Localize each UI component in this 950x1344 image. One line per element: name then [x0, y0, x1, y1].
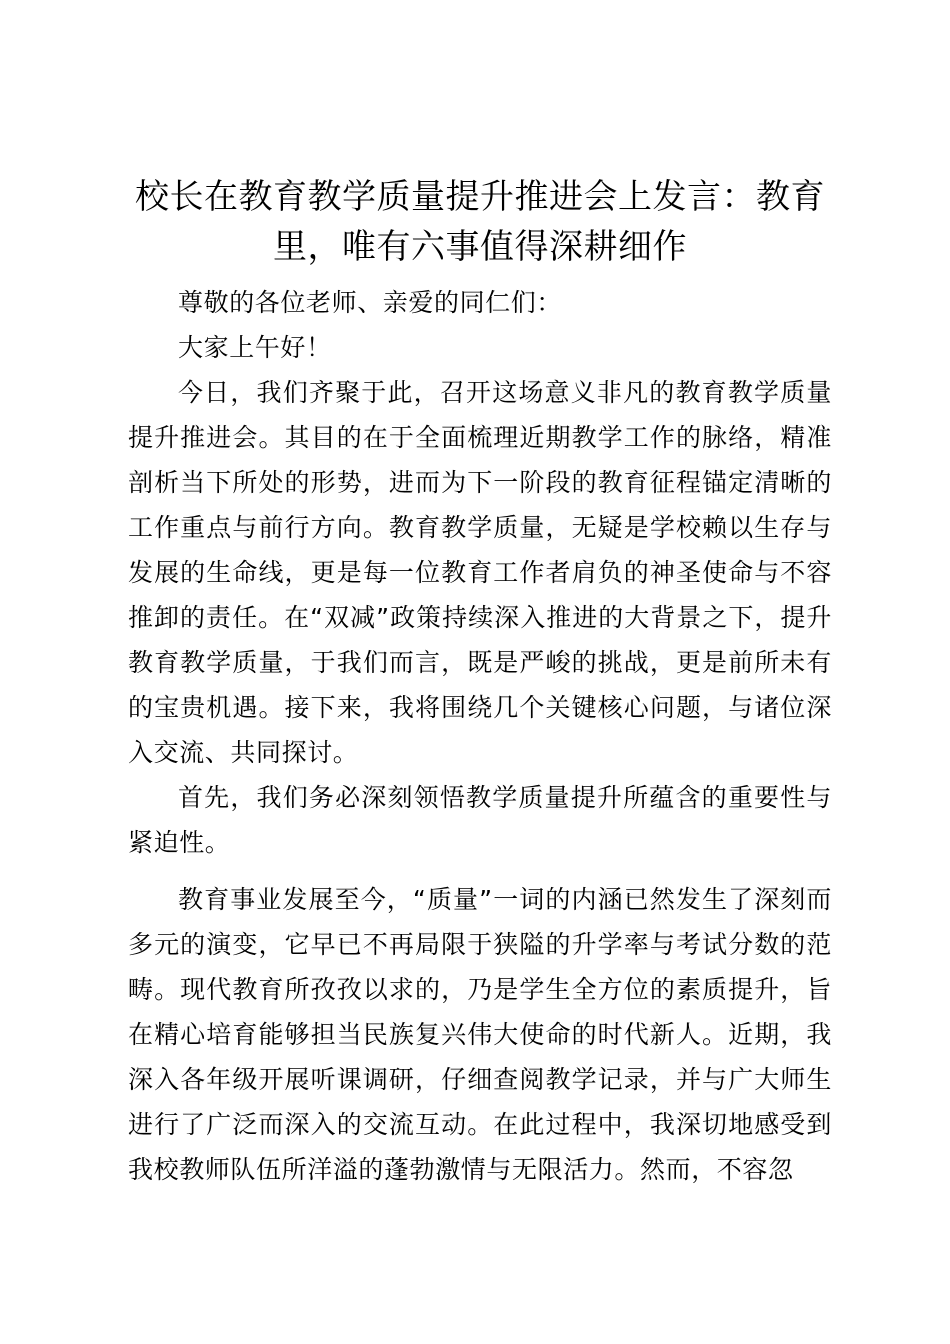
document-title: 校长在教育教学质量提升推进会上发言：教育里，唯有六事值得深耕细作 — [135, 177, 825, 267]
body-paragraph: 首先，我们务必深刻领悟教学质量提升所蕴含的重要性与紧迫性。 — [128, 783, 832, 857]
document-page — [128, 172, 832, 1192]
body-paragraph: 教育事业发展至今，“质量”一词的内涵已然发生了深刻而多元的演变，它早已不再局限于狭隘的升学率与考试分数的范畴。现代教育所孜孜以求的，乃是学生全方位的素质提升，旨在精心培育能够担当民族复兴伟大使命的时代新人。近期，我深入各年级开展听课调研，仔细查阅教学记录，并与广大师生进行了广泛而深入的交流互动。在此过程中，我深切地感受到我校教师队伍所洋溢的蓬勃激情与无限活力。然而，不容忽 — [128, 885, 832, 1184]
greeting-paragraph: 大家上午好！ — [178, 333, 332, 362]
salutation-paragraph: 尊敬的各位老师、亲爱的同仁们： — [178, 288, 563, 317]
body-paragraph: 今日，我们齐聚于此，召开这场意义非凡的教育教学质量提升推进会。其目的在于全面梳理近期教学工作的脉络，精准剖析当下所处的形势，进而为下一阶段的教育征程锚定清晰的工作重点与前行方向。教育教学质量，无疑是学校赖以生存与发展的生命线，更是每一位教育工作者肩负的神圣使命与不容推卸的责任。在“双减”政策持续深入推进的大背景之下，提升教育教学质量，于我们而言，既是严峻的挑战，更是前所未有的宝贵机遇。接下来，我将围绕几个关键核心问题，与诸位深入交流、共同探讨。 — [128, 378, 832, 767]
